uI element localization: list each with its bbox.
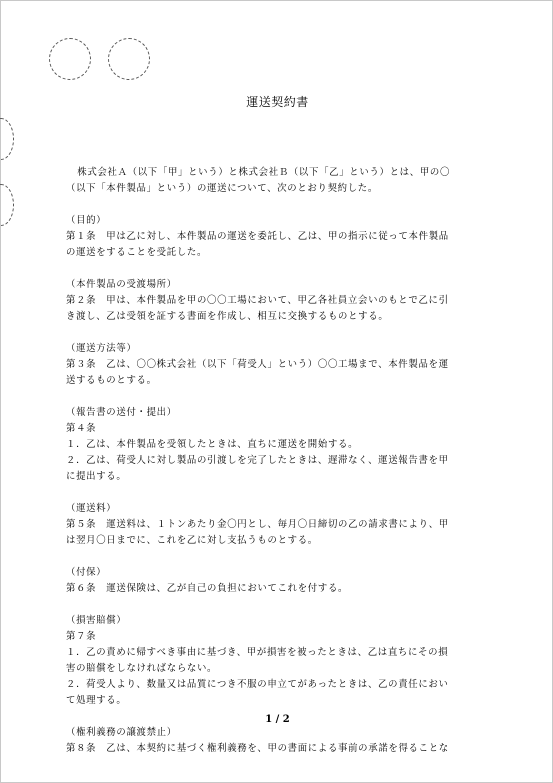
document-title: 運送契約書: [246, 95, 309, 109]
article-line: 第２条 甲は、本件製品を甲の〇〇工場において、甲乙各社員立会いのもとで乙に引: [66, 295, 449, 306]
paragraph-gap: [66, 597, 491, 613]
paragraph-gap: [66, 549, 491, 565]
intro-line: 株式会社Ａ（以下「甲」という）と株式会社Ｂ（以下「乙」という）とは、甲の〇: [77, 167, 451, 178]
page-number: 1 / 2: [265, 714, 290, 725]
article-line: 送するものとする。: [66, 375, 157, 386]
article-line: 第６条 運送保険は、乙が自己の負担においてこれを付する。: [66, 583, 349, 594]
article-line: に提出する。: [66, 471, 127, 482]
article-line: ２．荷受人より、数量又は品質につき不服の申立てがあったときは、乙の責任におい: [66, 679, 449, 690]
article-line: 第３条 乙は、〇〇株式会社（以下「荷受人」という）〇〇工場まで、本件製品を運: [66, 359, 449, 370]
article-line: は翌月〇日までに、これを乙に対し支払うものとする。: [66, 535, 318, 546]
article-line: 第７条: [66, 631, 97, 642]
article-line: の運送をすることを受託した。: [66, 247, 208, 258]
article-heading: （権利義務の譲渡禁止）: [66, 727, 177, 738]
article-line: １．乙の責めに帰すべき事由に基づき、甲が損害を被ったときは、乙は直ちにその損: [66, 647, 449, 658]
article-heading: （付保）: [66, 567, 107, 578]
article-heading: （運送料）: [66, 503, 117, 514]
document-body: [66, 165, 491, 757]
article-heading: （本件製品の受渡場所）: [66, 279, 177, 290]
article-line: 第１条 甲は乙に対し、本件製品の運送を委託し、乙は、甲の指示に従って本件製品: [66, 231, 449, 242]
article-heading: （報告書の送付・提出）: [66, 407, 177, 418]
punch-hole-upper: [0, 118, 14, 160]
intro-line: （以下「本件製品」という）の運送について、次のとおり契約した。: [66, 183, 378, 194]
article-line: て処理する。: [66, 695, 127, 706]
paragraph-gap: [66, 261, 491, 277]
article-line: ２．乙は、荷受人に対し製品の引渡しを完了したときは、遅滞なく、運送報告書を甲: [66, 455, 449, 466]
seal-placeholder-right: [108, 38, 150, 80]
paragraph-gap: [66, 197, 491, 213]
article-line: １．乙は、本件製品を受領したときは、直ちに運送を開始する。: [66, 439, 359, 450]
article-line: 第８条 乙は、本契約に基づく権利義務を、甲の書面による事前の承諾を得ることな: [66, 743, 449, 754]
article-heading: （損害賠償）: [66, 615, 127, 626]
article-line: 第４条: [66, 423, 97, 434]
article-heading: （運送方法等）: [66, 343, 137, 354]
paragraph-gap: [66, 325, 491, 341]
article-line: き渡し、乙は受領を証する書面を作成し、相互に交換するものとする。: [66, 311, 389, 322]
article-heading: （目的）: [66, 215, 107, 226]
paragraph-gap: [66, 389, 491, 405]
punch-hole-lower: [0, 184, 14, 226]
article-line: 第５条 運送料は、１トンあたり金〇円とし、毎月〇日締切の乙の請求書により、甲: [66, 519, 449, 530]
paragraph-gap: [66, 485, 491, 501]
seal-placeholder-left: [49, 38, 91, 80]
article-line: 害の賠償をしなければならない。: [66, 663, 218, 674]
